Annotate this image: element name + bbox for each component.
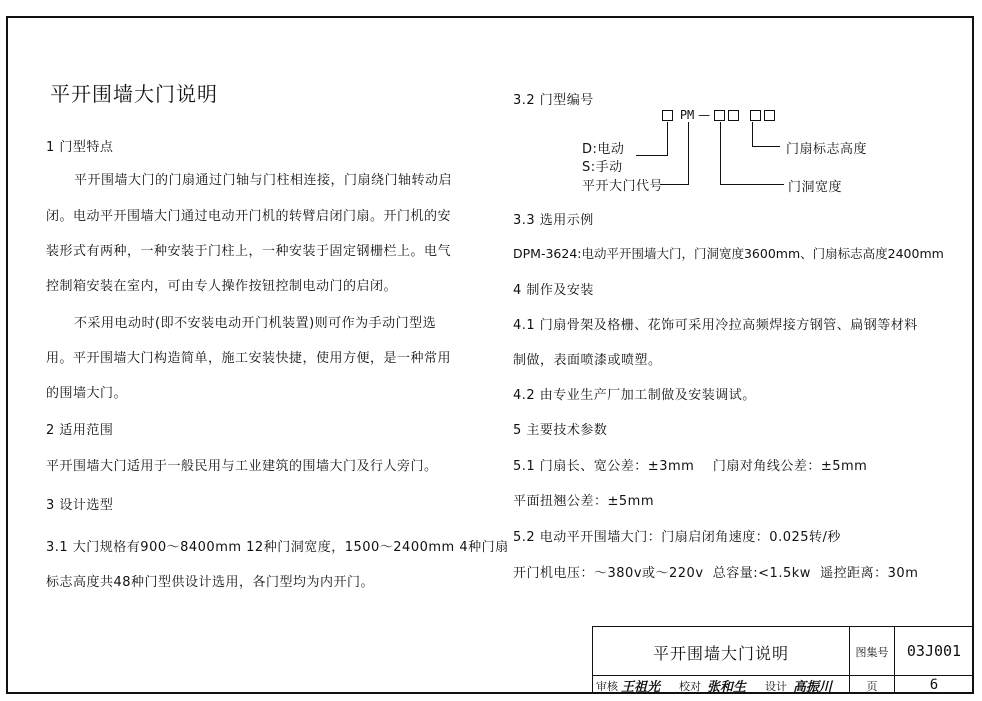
check-label: 校对 bbox=[679, 680, 701, 693]
review-signature: 王祖光 bbox=[621, 680, 661, 695]
code-box-width bbox=[728, 110, 739, 121]
section-3-heading: 3 设计选型 bbox=[46, 498, 114, 513]
title-block-title-cell bbox=[592, 626, 850, 676]
section-3-3-example: DPM-3624:电动平开围墙大门，门洞宽度3600mm、门扇标志高度2400mm bbox=[513, 246, 944, 261]
code-pm: PM bbox=[679, 108, 695, 122]
section-1-text: 用。平开围墙大门构造简单，施工安装快捷，使用方便，是一种常用 bbox=[46, 351, 452, 366]
leader-line bbox=[660, 184, 689, 185]
code-box-height bbox=[764, 110, 775, 121]
page-label-cell bbox=[849, 675, 895, 694]
atlas-number-cell bbox=[894, 626, 974, 676]
leader-line bbox=[720, 122, 721, 184]
check-signature: 张和生 bbox=[707, 680, 747, 695]
section-1-text: 控制箱安装在室内，可由专人操作按钮控制电动门的启闭。 bbox=[46, 279, 398, 294]
page-number-cell bbox=[894, 675, 974, 694]
design-label: 设计 bbox=[765, 680, 787, 693]
design-signature: 高振川 bbox=[793, 680, 833, 695]
section-3-1-text: 标志高度共48种门型供设计选用，各门型均为内开门。 bbox=[46, 575, 375, 590]
code-box-width bbox=[714, 110, 725, 121]
code-label-type: 平开大门代号 bbox=[582, 179, 664, 194]
section-1-text: 平开围墙大门的门扇通过门轴与门柱相连接，门扇绕门轴转动启 bbox=[74, 173, 453, 188]
code-box-type bbox=[662, 110, 673, 121]
section-5-heading: 5 主要技术参数 bbox=[513, 423, 608, 438]
code-diagram bbox=[662, 108, 778, 122]
leader-line bbox=[752, 122, 753, 146]
drawing-title: 平开围墙大门说明 bbox=[652, 644, 789, 663]
code-label-width: 门洞宽度 bbox=[788, 180, 843, 195]
page-label: 页 bbox=[866, 680, 878, 693]
code-label-manual: S:手动 bbox=[582, 160, 623, 175]
section-1-text: 的围墙大门。 bbox=[46, 386, 128, 401]
leader-line bbox=[752, 146, 780, 147]
atlas-number: 03J001 bbox=[906, 642, 962, 660]
leader-line bbox=[667, 122, 668, 155]
section-3-2-heading: 3.2 门型编号 bbox=[513, 93, 594, 108]
section-1-text: 不采用电动时(即不安装电动开门机装置)则可作为手动门型选 bbox=[74, 316, 437, 331]
atlas-label-cell bbox=[849, 626, 895, 676]
section-2-text: 平开围墙大门适用于一般民用与工业建筑的围墙大门及行人旁门。 bbox=[46, 459, 438, 474]
section-3-1-text: 3.1 大门规格有900～8400mm 12种门洞宽度，1500～2400mm 4种门扇 bbox=[46, 540, 509, 555]
section-2-heading: 2 适用范围 bbox=[46, 423, 114, 438]
section-5-2-text: 开门机电压：～380v或～220v 总容量:<1.5kw 遥控距离：30m bbox=[513, 566, 919, 581]
code-label-electric: D:电动 bbox=[582, 142, 625, 157]
section-1-text: 装形式有两种，一种安装于门柱上，一种安装于固定钢栅栏上。电气 bbox=[46, 244, 452, 259]
section-5-2-text: 5.2 电动平开围墙大门：门扇启闭角速度：0.025转/秒 bbox=[513, 530, 841, 545]
code-label-height: 门扇标志高度 bbox=[786, 142, 868, 157]
section-4-1-text: 4.1 门扇骨架及格栅、花饰可采用冷拉高频焊接方钢管、扁钢等材料 bbox=[513, 318, 918, 333]
title-block bbox=[592, 626, 974, 694]
page-title: 平开围墙大门说明 bbox=[50, 82, 218, 106]
leader-line bbox=[688, 122, 689, 184]
section-4-1-text: 制做，表面喷漆或喷塑。 bbox=[513, 353, 662, 368]
signature-row bbox=[592, 675, 850, 694]
section-4-heading: 4 制作及安装 bbox=[513, 283, 594, 298]
page-number: 6 bbox=[929, 677, 939, 693]
code-dash: — bbox=[698, 108, 711, 122]
section-4-2-text: 4.2 由专业生产厂加工制做及安装调试。 bbox=[513, 388, 756, 403]
leader-line bbox=[720, 184, 784, 185]
review-label: 审核 bbox=[596, 680, 618, 693]
atlas-label: 图集号 bbox=[855, 646, 889, 659]
leader-line bbox=[636, 155, 668, 156]
section-5-1-text: 平面扭翘公差：±5mm bbox=[513, 494, 654, 509]
section-1-text: 闭。电动平开围墙大门通过电动开门机的转臂启闭门扇。开门机的安 bbox=[46, 209, 452, 224]
section-5-1-text: 5.1 门扇长、宽公差：±3mm 门扇对角线公差：±5mm bbox=[513, 459, 868, 474]
section-3-3-heading: 3.3 选用示例 bbox=[513, 213, 594, 228]
section-1-heading: 1 门型特点 bbox=[46, 140, 114, 155]
code-box-height bbox=[750, 110, 761, 121]
